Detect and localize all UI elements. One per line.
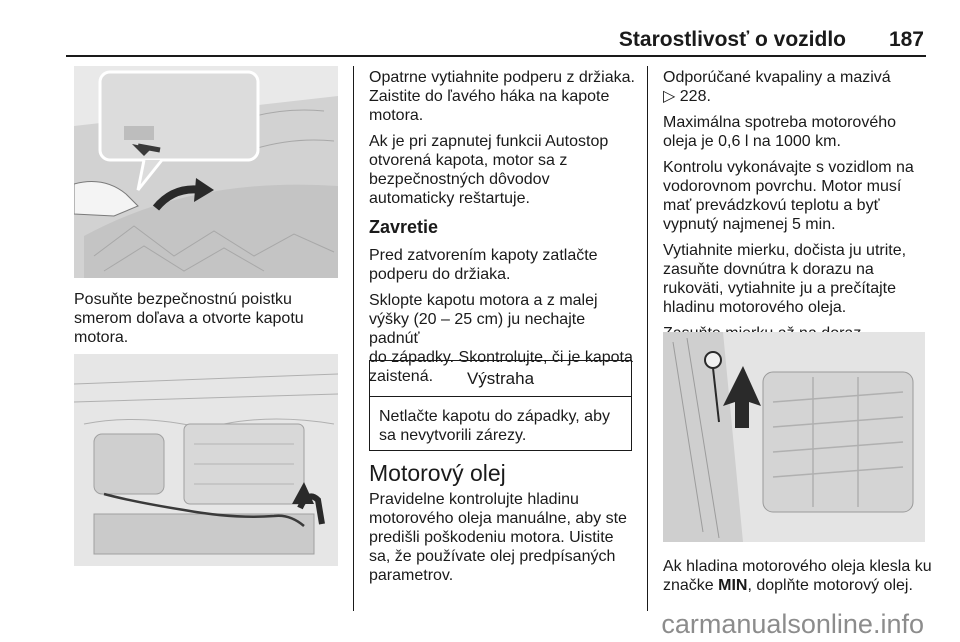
text-line: Posuňte bezpečnostnú poistku (74, 291, 292, 308)
text-line: motora. (74, 329, 129, 346)
dipstick-caption: Ak hladina motorového oleja klesla ku značke MIN, doplňte motorový olej. (663, 558, 932, 594)
paragraph: Pravidelne kontrolujte hladinu motorového oleja manuálne, aby ste predišli poškodeniu motora. Uistite sa, že používate olej predpísaných parametrov. (369, 491, 627, 584)
page-number: 187 (888, 28, 924, 51)
warning-title: Výstraha (370, 361, 631, 397)
hood-release-illustration (74, 66, 338, 278)
column-divider-2 (647, 66, 648, 611)
paragraph: Odporúčané kvapaliny a mazivá ▷ 228. (663, 69, 891, 105)
paragraph: Maximálna spotreba motorového oleja je 0,6 l na 1000 km. (663, 114, 897, 150)
page-header (66, 26, 926, 56)
section-heading: Zavretie (369, 217, 439, 237)
section-title: Starostlivosť o vozidlo (618, 28, 846, 51)
dipstick-illustration (663, 332, 925, 542)
engine-bay-illustration (74, 354, 338, 566)
oil-heading: Motorový olej (369, 460, 506, 486)
text-line: smerom doľava a otvorte kapotu (74, 310, 304, 327)
page-reference[interactable]: 228. (679, 88, 711, 105)
paragraph: Opatrne vytiahnite podperu z držiaka. Zaistite do ľavého háka na kapote motora. (369, 69, 635, 124)
column-2-text (369, 68, 639, 393)
paragraph: Vytiahnite mierku, dočista ju utrite, zasuňte dovnútra k dorazu na rukoväti, vytiahnite ju a prečítajte hladinu motorového oleja. (663, 242, 907, 316)
paragraph: Kontrolu vykonávajte s vozidlom na vodorovnom povrchu. Motor musí mať prevádzkovú teplotu a byť vypnutý najmenej 5 min. (663, 159, 914, 233)
column-3-text (663, 68, 928, 350)
paragraph: Ak je pri zapnutej funkcii Autostop otvorená kapota, motor sa z bezpečnostných dôvodov automaticky reštartuje. (369, 133, 609, 207)
hood-caption (74, 290, 344, 347)
paragraph: Pred zatvorením kapoty zatlačte podperu do držiaka. (369, 247, 598, 283)
min-mark-label: MIN (718, 577, 748, 594)
page-reference-icon: ▷ (663, 88, 676, 105)
paragraph: Sklopte kapotu motora a z malej výšky (20 – 25 cm) ju nechajte padnúť do západky. Skontrolujte, či je kapota zaistená. (369, 292, 633, 385)
warning-box (369, 360, 632, 451)
header-rule (66, 55, 926, 57)
watermark: carmanualsonline.info (661, 609, 924, 639)
warning-text: Netlačte kapotu do západky, aby sa nevytvorili zárezy. (379, 408, 610, 444)
oil-section (369, 460, 639, 585)
column-divider-1 (353, 66, 354, 611)
